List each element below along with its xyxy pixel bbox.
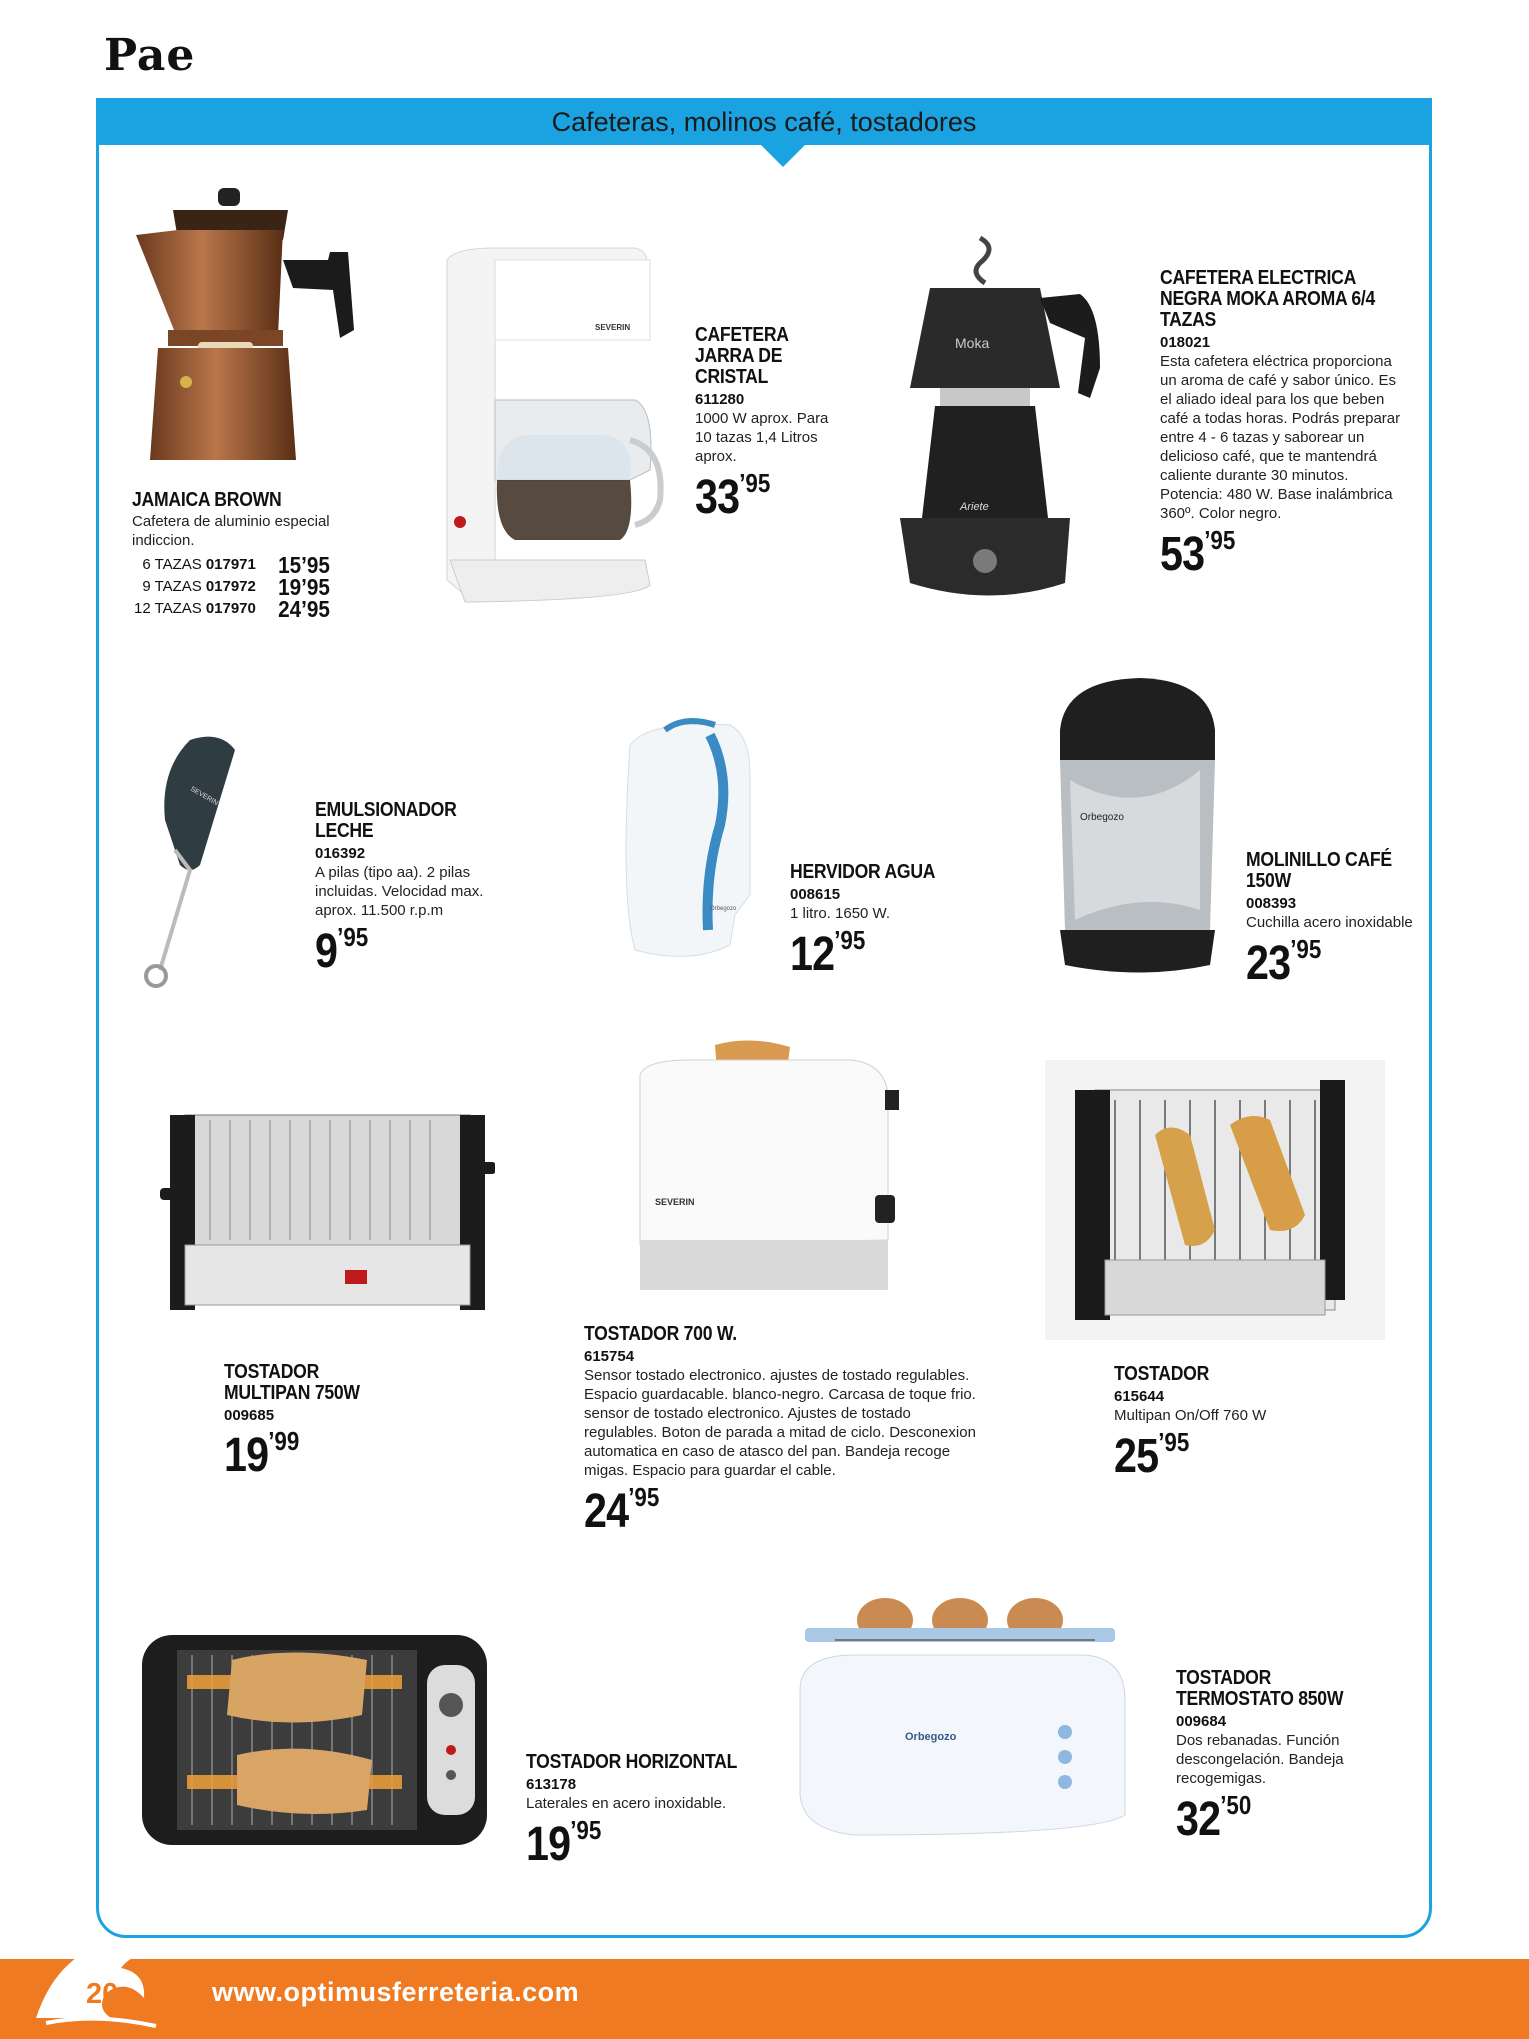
variant-price: 19’95 <box>277 574 330 600</box>
product-price <box>790 925 865 982</box>
svg-text:SEVERIN: SEVERIN <box>655 1197 695 1207</box>
product-moka-electrica <box>1160 268 1410 582</box>
product-price <box>1160 525 1235 582</box>
product-hervidor <box>790 862 970 982</box>
product-name: EMULSIONADOR LECHE <box>315 799 457 842</box>
product-desc: Cafetera de aluminio especial indiccion. <box>132 513 330 549</box>
price-decimal: ’95 <box>739 468 771 498</box>
price-integer: 25 <box>1114 1430 1159 1483</box>
product-molinillo <box>1246 850 1426 991</box>
variant-size: 9 TAZAS <box>142 578 202 595</box>
variant-code: 017971 <box>205 556 256 573</box>
page-number: 20 <box>86 1978 119 2010</box>
product-tostador <box>1114 1364 1344 1484</box>
variant-code: 017972 <box>205 578 256 595</box>
price-integer: 19 <box>526 1818 571 1871</box>
product-name: TOSTADOR HORIZONTAL <box>526 1751 738 1773</box>
price-integer: 23 <box>1246 937 1291 990</box>
price-decimal: ’95 <box>337 922 369 952</box>
svg-text:Orbegozo: Orbegozo <box>1080 812 1124 823</box>
brand-logo: Pae <box>104 30 196 81</box>
product-tostador-700 <box>584 1324 984 1539</box>
section-title: Cafeteras, molinos café, tostadores <box>96 98 1432 145</box>
variant-size: 12 TAZAS <box>134 600 202 617</box>
price-integer: 33 <box>695 471 740 524</box>
product-price <box>1114 1427 1189 1484</box>
svg-text:SEVERIN: SEVERIN <box>595 323 631 332</box>
product-desc: 1 litro. 1650 W. <box>790 905 891 922</box>
price-integer: 24 <box>584 1485 629 1538</box>
product-desc: Dos rebanadas. Función descongelación. Bandeja recogemigas. <box>1176 1732 1344 1787</box>
product-name: TOSTADOR <box>1114 1363 1210 1385</box>
product-desc: A pilas (tipo aa). 2 pilas incluidas. Velocidad max. aprox. 11.500 r.p.m <box>315 864 484 919</box>
moka-pot-brown-image <box>118 180 358 470</box>
product-code: 615754 <box>584 1348 635 1365</box>
variant-code: 017970 <box>205 600 256 617</box>
price-integer: 32 <box>1176 1793 1221 1846</box>
product-code: 615644 <box>1114 1388 1165 1405</box>
svg-text:Ariete: Ariete <box>960 501 989 513</box>
horizontal-toaster-image <box>142 1635 492 1845</box>
product-code: 018021 <box>1160 334 1211 351</box>
product-code: 009684 <box>1176 1713 1227 1730</box>
electric-moka-image <box>880 228 1120 613</box>
product-desc: Cuchilla acero inoxidable <box>1246 914 1413 931</box>
product-name: TOSTADOR TERMOSTATO 850W <box>1176 1667 1344 1710</box>
variant-row <box>132 598 335 620</box>
price-decimal: ’95 <box>628 1482 660 1512</box>
product-tostador-multipan <box>224 1362 434 1483</box>
product-name: TOSTADOR 700 W. <box>584 1323 737 1345</box>
price-decimal: ’95 <box>570 1815 602 1845</box>
product-code: 613178 <box>526 1776 577 1793</box>
wave-logo-icon <box>26 1918 176 2033</box>
product-price <box>315 922 368 979</box>
product-price <box>695 468 770 525</box>
vertical-toaster-image <box>1045 1060 1385 1340</box>
price-decimal: ’95 <box>1158 1427 1190 1457</box>
header-notch <box>761 145 805 167</box>
multipan-toaster-image <box>160 1110 495 1325</box>
price-integer: 19 <box>224 1429 269 1482</box>
product-code: 016392 <box>315 845 366 862</box>
product-desc: Laterales en acero inoxidable. <box>526 1795 727 1812</box>
product-price <box>584 1482 659 1539</box>
product-emulsionador <box>315 800 485 979</box>
variants-table <box>132 554 335 620</box>
price-integer: 12 <box>790 928 835 981</box>
drip-coffee-maker-image <box>435 240 670 610</box>
product-desc: Multipan On/Off 760 W <box>1114 1407 1267 1424</box>
variant-row <box>132 576 335 598</box>
product-cafetera-jarra <box>695 325 845 525</box>
product-desc: Sensor tostado electronico. ajustes de tostado regulables. Espacio guardacable. blanco-negro. Carcasa de toque frio. sensor de tostado electronico. Ajustes de tostado regulables. Boton de parada a mitad de ciclo. Desconexion automatica en caso de atasco del pan. Bandeja recoge migas. Espacio para guardar el cable. <box>584 1367 976 1479</box>
two-slot-toaster-image <box>630 1035 915 1305</box>
price-integer: 9 <box>315 925 338 978</box>
product-code: 008393 <box>1246 895 1297 912</box>
product-name: JAMAICA BROWN <box>132 489 282 511</box>
product-price <box>526 1815 601 1872</box>
svg-text:SEVERIN: SEVERIN <box>189 785 220 808</box>
product-desc: 1000 W aprox. Para 10 tazas 1,4 Litros aprox. <box>695 410 829 465</box>
variant-size: 6 TAZAS <box>142 556 202 573</box>
product-name: MOLINILLO CAFÉ 150W <box>1246 849 1392 892</box>
kettle-image <box>610 715 760 975</box>
variant-price: 15’95 <box>277 552 330 578</box>
product-tostador-termostato <box>1176 1668 1376 1847</box>
termostato-toaster-image <box>795 1590 1130 1840</box>
variant-price: 24’95 <box>277 596 330 622</box>
product-price <box>1246 934 1321 991</box>
price-decimal: ’95 <box>834 925 866 955</box>
product-price <box>224 1426 299 1483</box>
price-integer: 53 <box>1160 528 1205 581</box>
product-name: CAFETERA ELECTRICA NEGRA MOKA AROMA 6/4 TAZAS <box>1160 267 1376 331</box>
product-name: HERVIDOR AGUA <box>790 861 936 883</box>
price-decimal: ’95 <box>1204 525 1236 555</box>
product-code: 008615 <box>790 886 841 903</box>
coffee-grinder-image <box>1050 670 1225 980</box>
price-decimal: ’95 <box>1290 934 1322 964</box>
price-decimal: ’99 <box>268 1426 300 1456</box>
product-price <box>1176 1790 1251 1847</box>
svg-text:Orbegozo: Orbegozo <box>905 1731 957 1743</box>
product-desc: Esta cafetera eléctrica proporciona un aroma de café y sabor único. Es el aliado ideal para los que beben café a todas horas. Podrás preparar entre 4 - 6 tazas y saborear un delicioso café, que te mantendrá caliente durante 30 minutos. Potencia: 480 W. Base inalámbrica 360º. Color negro. <box>1160 353 1401 522</box>
product-code: 611280 <box>695 391 745 408</box>
product-tostador-horizontal <box>526 1752 786 1872</box>
variant-row <box>132 554 335 576</box>
svg-text:Moka: Moka <box>955 335 990 351</box>
product-jamaica-brown <box>132 490 362 620</box>
price-decimal: ’50 <box>1220 1790 1252 1820</box>
footer-url-link[interactable]: www.optimusferreteria.com <box>212 1977 580 2007</box>
product-name: TOSTADOR MULTIPAN 750W <box>224 1361 360 1404</box>
milk-frother-image <box>120 730 280 995</box>
svg-text:Orbegozo: Orbegozo <box>710 906 737 912</box>
product-name: CAFETERA JARRA DE CRISTAL <box>695 324 789 388</box>
product-code: 009685 <box>224 1407 275 1424</box>
